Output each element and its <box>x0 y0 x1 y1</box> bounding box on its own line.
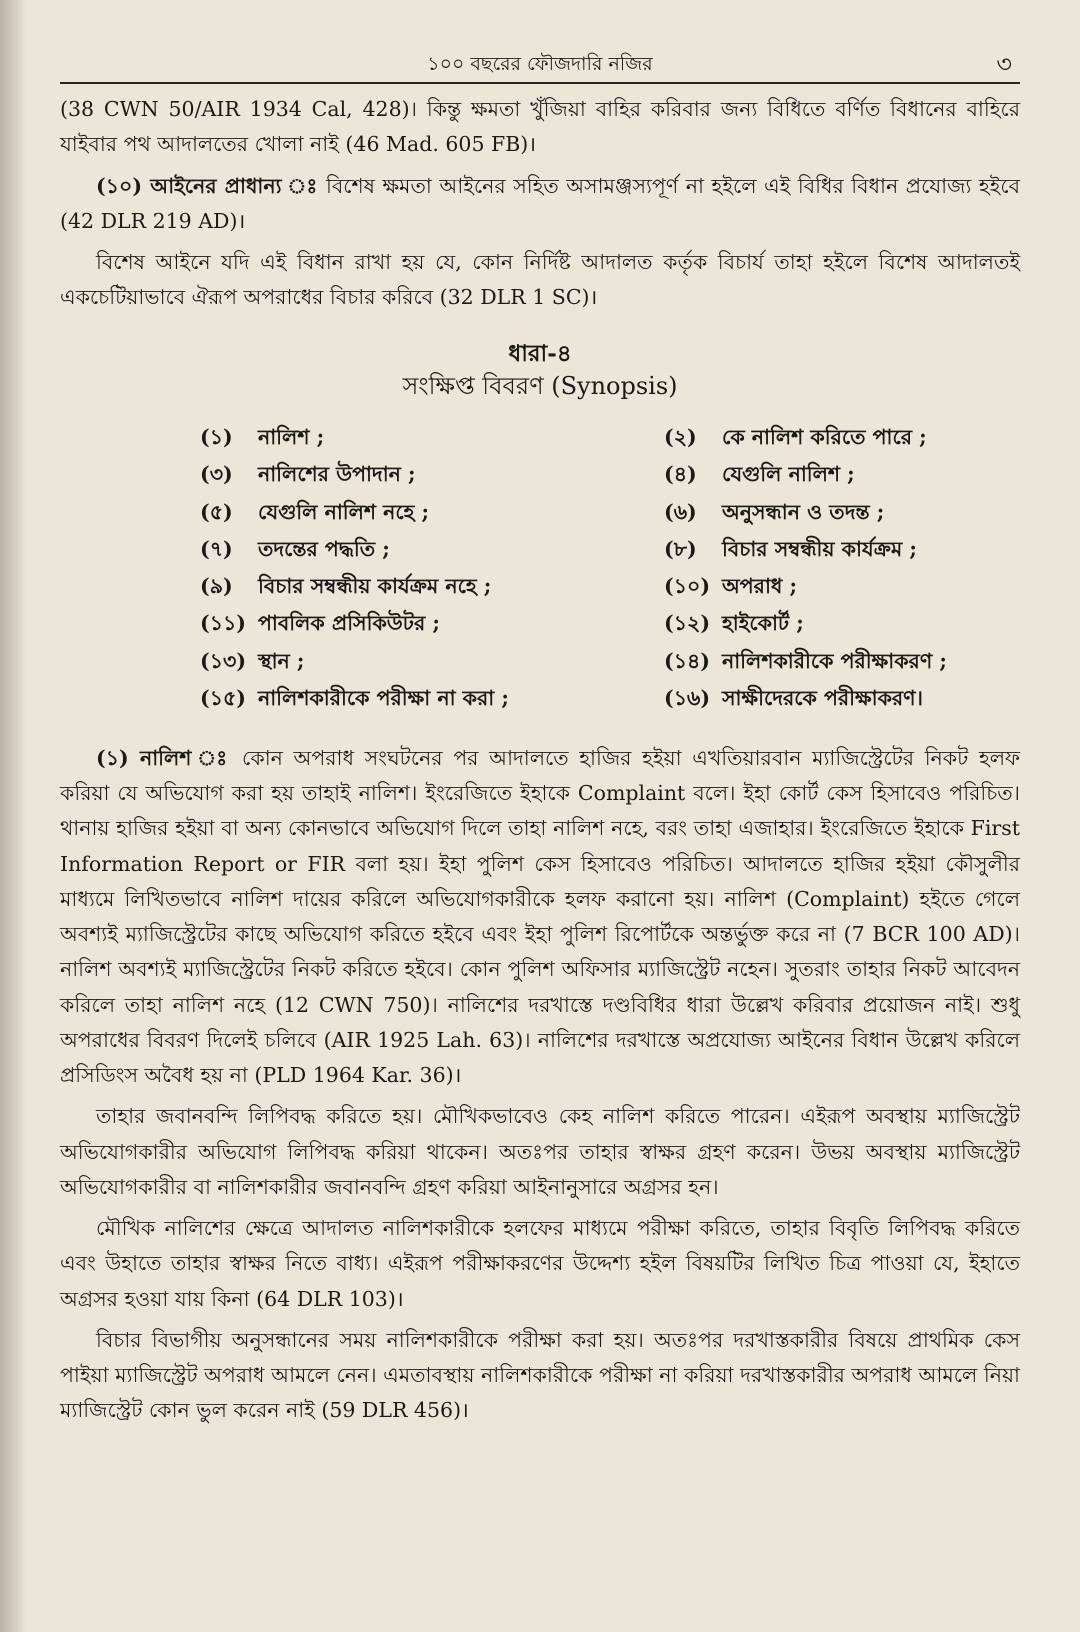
synopsis-num: (৭) <box>200 536 233 561</box>
paragraph-2-lead: (১০) আইনের প্রাধান্য ঃ <box>96 173 319 198</box>
synopsis-text: অনুসন্ধান ও তদন্ত ; <box>722 499 885 524</box>
synopsis-text: নালিশ ; <box>258 425 325 450</box>
synopsis-num: (৪) <box>664 462 697 487</box>
paragraph-5: তাহার জবানবন্দি লিপিবদ্ধ করিতে হয়। মৌখিকভাবেও কেহ নালিশ করিতে পারেন। এইরূপ অবস্থায় ম্যাজিস্ট্রেট অভিযোগকারীর অভিযোগ লিপিবদ্ধ করিয়া থাকেন। অতঃপর তাহার স্বাক্ষর গ্রহণ করেন। উভয় অবস্থায় ম্যাজিস্ট্রেট অভিযোগকারীর বা নালিশকারীর জবানবন্দি গ্রহণ করিয়া আইনানুসারে অগ্রসর হন। <box>60 1104 1020 1199</box>
synopsis-text: বিচার সম্বন্ধীয় কার্যক্রম ; <box>722 536 917 561</box>
synopsis-item <box>200 570 610 603</box>
paragraph-4-lead: (১) নালিশ ঃ <box>96 745 232 770</box>
synopsis-item <box>664 458 1020 491</box>
synopsis-num: (৬) <box>664 499 697 524</box>
synopsis-text: স্থান ; <box>258 648 305 673</box>
paragraph-2-text: বিশেষ ক্ষমতা আইনের সহিত অসামঞ্জস্যপূর্ণ না হইলে এই বিধির বিধান প্রযোজ্য হইবে (42 DLR 219 AD)। <box>60 173 1020 233</box>
synopsis-text: নালিশকারীকে পরীক্ষাকরণ ; <box>722 648 947 673</box>
paragraph-4-text: কোন অপরাধ সংঘটনের পর আদালতে হাজির হইয়া এখতিয়ারবান ম্যাজিস্ট্রেটের নিকট হলফ করিয়া যে অভিযোগ করা হয় তাহাই নালিশ। ইংরেজিতে ইহাকে Complaint বলে। ইহা কোর্ট কেস হিসাবেও পরিচিত। থানায় হাজির হইয়া বা অন্য কোনভাবে অভিযোগ দিলে তাহা নালিশ নহে, বরং তাহা এজাহার। ইংরেজিতে ইহাকে First Information Report or FIR বলা হয়। ইহা পুলিশ কেস হিসাবেও পরিচিত। আদালতে হাজির হইয়া কৌসুলীর মাধ্যমে লিখিতভাবে নালিশ দায়ের করিলে অভিযোগকারীকে হলফ করানো হয়। নালিশ (Complaint) হইতে গেলে অবশ্যই ম্যাজিস্ট্রেটের কাছে অভিযোগ করিতে হইবে এবং ইহা পুলিশ রিপোর্টকে অন্তর্ভুক্ত করে না (7 BCR 100 AD)। নালিশ অবশ্যই ম্যাজিস্ট্রেটের নিকট করিতে হইবে। কোন পুলিশ অফিসার ম্যাজিস্ট্রেট নহেন। সুতরাং তাহার নিকট আবেদন করিলে তাহা নালিশ নহে (12 CWN 750)। নালিশের দরখাস্তে দণ্ডবিধির ধারা উল্লেখ করিবার প্রয়োজন নাই। শুধু অপরাধের বিবরণ দিলেই চলিবে (AIR 1925 Lah. 63)। নালিশের দরখাস্তে অপ্রযোজ্য আইনের বিধান উল্লেখ করিলে প্রসিডিংস অবৈধ হয় না (PLD 1964 Kar. 36)। <box>60 745 1021 1088</box>
synopsis-text: যেগুলি নালিশ ; <box>722 462 855 487</box>
synopsis-text: সাক্ষীদেরকে পরীক্ষাকরণ। <box>722 685 923 710</box>
synopsis-text: যেগুলি নালিশ নহে ; <box>258 499 430 524</box>
paragraph-1: (38 CWN 50/AIR 1934 Cal, 428)। কিন্তু ক্ষমতা খুঁজিয়া বাহির করিবার জন্য বিধিতে বর্ণিত বিধানের বাহিরে যাইবার পথ আদালতের খোলা নাই (46 Mad. 605 FB)। <box>60 97 1020 157</box>
synopsis-num: (৮) <box>664 536 697 561</box>
synopsis-text: হাইকোর্ট ; <box>722 611 804 636</box>
synopsis-item <box>664 570 1020 603</box>
paragraph-7: বিচার বিভাগীয় অনুসন্ধানের সময় নালিশকারীকে পরীক্ষা করা হয়। অতঃপর দরখাস্তকারীর বিষয়ে প্রাথমিক কেস পাইয়া ম্যাজিস্ট্রেট অপরাধ আমলে নেন। এমতাবস্থায় নালিশকারীকে পরীক্ষা না করিয়া দরখাস্তকারীর অপরাধ আমলে নিয়া ম্যাজিস্ট্রেট কোন ভুল করেন নাই (59 DLR 456)। <box>60 1327 1020 1423</box>
synopsis-item <box>200 682 610 715</box>
synopsis-item <box>200 496 610 529</box>
synopsis-item <box>200 533 610 566</box>
synopsis-num: (১৩) <box>200 648 247 673</box>
synopsis-text: পাবলিক প্রসিকিউটর ; <box>258 611 440 636</box>
synopsis-item <box>664 421 1020 454</box>
synopsis-num: (৯) <box>200 574 233 599</box>
synopsis-num: (১) <box>200 425 233 450</box>
synopsis-num: (১০) <box>664 574 711 599</box>
paragraph-3: বিশেষ আইনে যদি এই বিধান রাখা হয় যে, কোন নির্দিষ্ট আদালত কর্তৃক বিচার্য তাহা হইলে বিশেষ আদালতই একচেটিয়াভাবে ঐরূপ অপরাধের বিচার করিবে (32 DLR 1 SC)। <box>60 250 1020 310</box>
synopsis-item <box>200 607 610 640</box>
paragraph-2 <box>60 169 1020 240</box>
running-header <box>60 42 1020 84</box>
synopsis-num: (১১) <box>200 611 247 636</box>
synopsis-item <box>664 682 1020 715</box>
synopsis-text: অপরাধ ; <box>722 574 798 599</box>
section-title: ধারা-৪ <box>508 339 572 367</box>
paragraph-4 <box>60 741 1020 1094</box>
synopsis-num: (১২) <box>664 611 711 636</box>
synopsis-text: তদন্তের পদ্ধতি ; <box>258 536 390 561</box>
page-number: ৩ <box>996 50 1012 78</box>
synopsis-item <box>664 607 1020 640</box>
section-subtitle: সংক্ষিপ্ত বিবরণ (Synopsis) <box>402 371 678 400</box>
synopsis-item <box>200 458 610 491</box>
synopsis-text: নালিশের উপাদান ; <box>258 462 416 487</box>
paragraph-6: মৌখিক নালিশের ক্ষেত্রে আদালত নালিশকারীকে হলফের মাধ্যমে পরীক্ষা করিতে, তাহার বিবৃতি লিপিবদ্ধ করিতে এবং উহাতে তাহার স্বাক্ষর নিতে বাধ্য। এইরূপ পরীক্ষাকরণের উদ্দেশ্য হইল বিষয়টির লিখিত চিত্র পাওয়া যে, ইহাতে অগ্রসর হওয়া যায় কিনা (64 DLR 103)। <box>60 1216 1020 1311</box>
synopsis-text: নালিশকারীকে পরীক্ষা না করা ; <box>258 685 509 710</box>
synopsis-item <box>664 645 1020 678</box>
synopsis-item <box>664 533 1020 566</box>
synopsis-item <box>664 496 1020 529</box>
book-spine-shadow <box>0 0 26 1632</box>
header-title: ১০০ বছরের ফৌজদারি নজির <box>427 53 653 75</box>
page <box>60 42 1020 1435</box>
synopsis-item <box>200 421 610 454</box>
synopsis-num: (৫) <box>200 499 233 524</box>
synopsis-num: (১৪) <box>664 648 711 673</box>
synopsis-text: কে নালিশ করিতে পারে ; <box>722 425 927 450</box>
synopsis-num: (৩) <box>200 462 233 487</box>
synopsis-text: বিচার সম্বন্ধীয় কার্যক্রম নহে ; <box>258 574 492 599</box>
synopsis-item <box>200 645 610 678</box>
synopsis-num: (১৬) <box>664 685 711 710</box>
synopsis-num: (২) <box>664 425 697 450</box>
synopsis-num: (১৫) <box>200 685 247 710</box>
synopsis-list <box>200 421 1020 715</box>
